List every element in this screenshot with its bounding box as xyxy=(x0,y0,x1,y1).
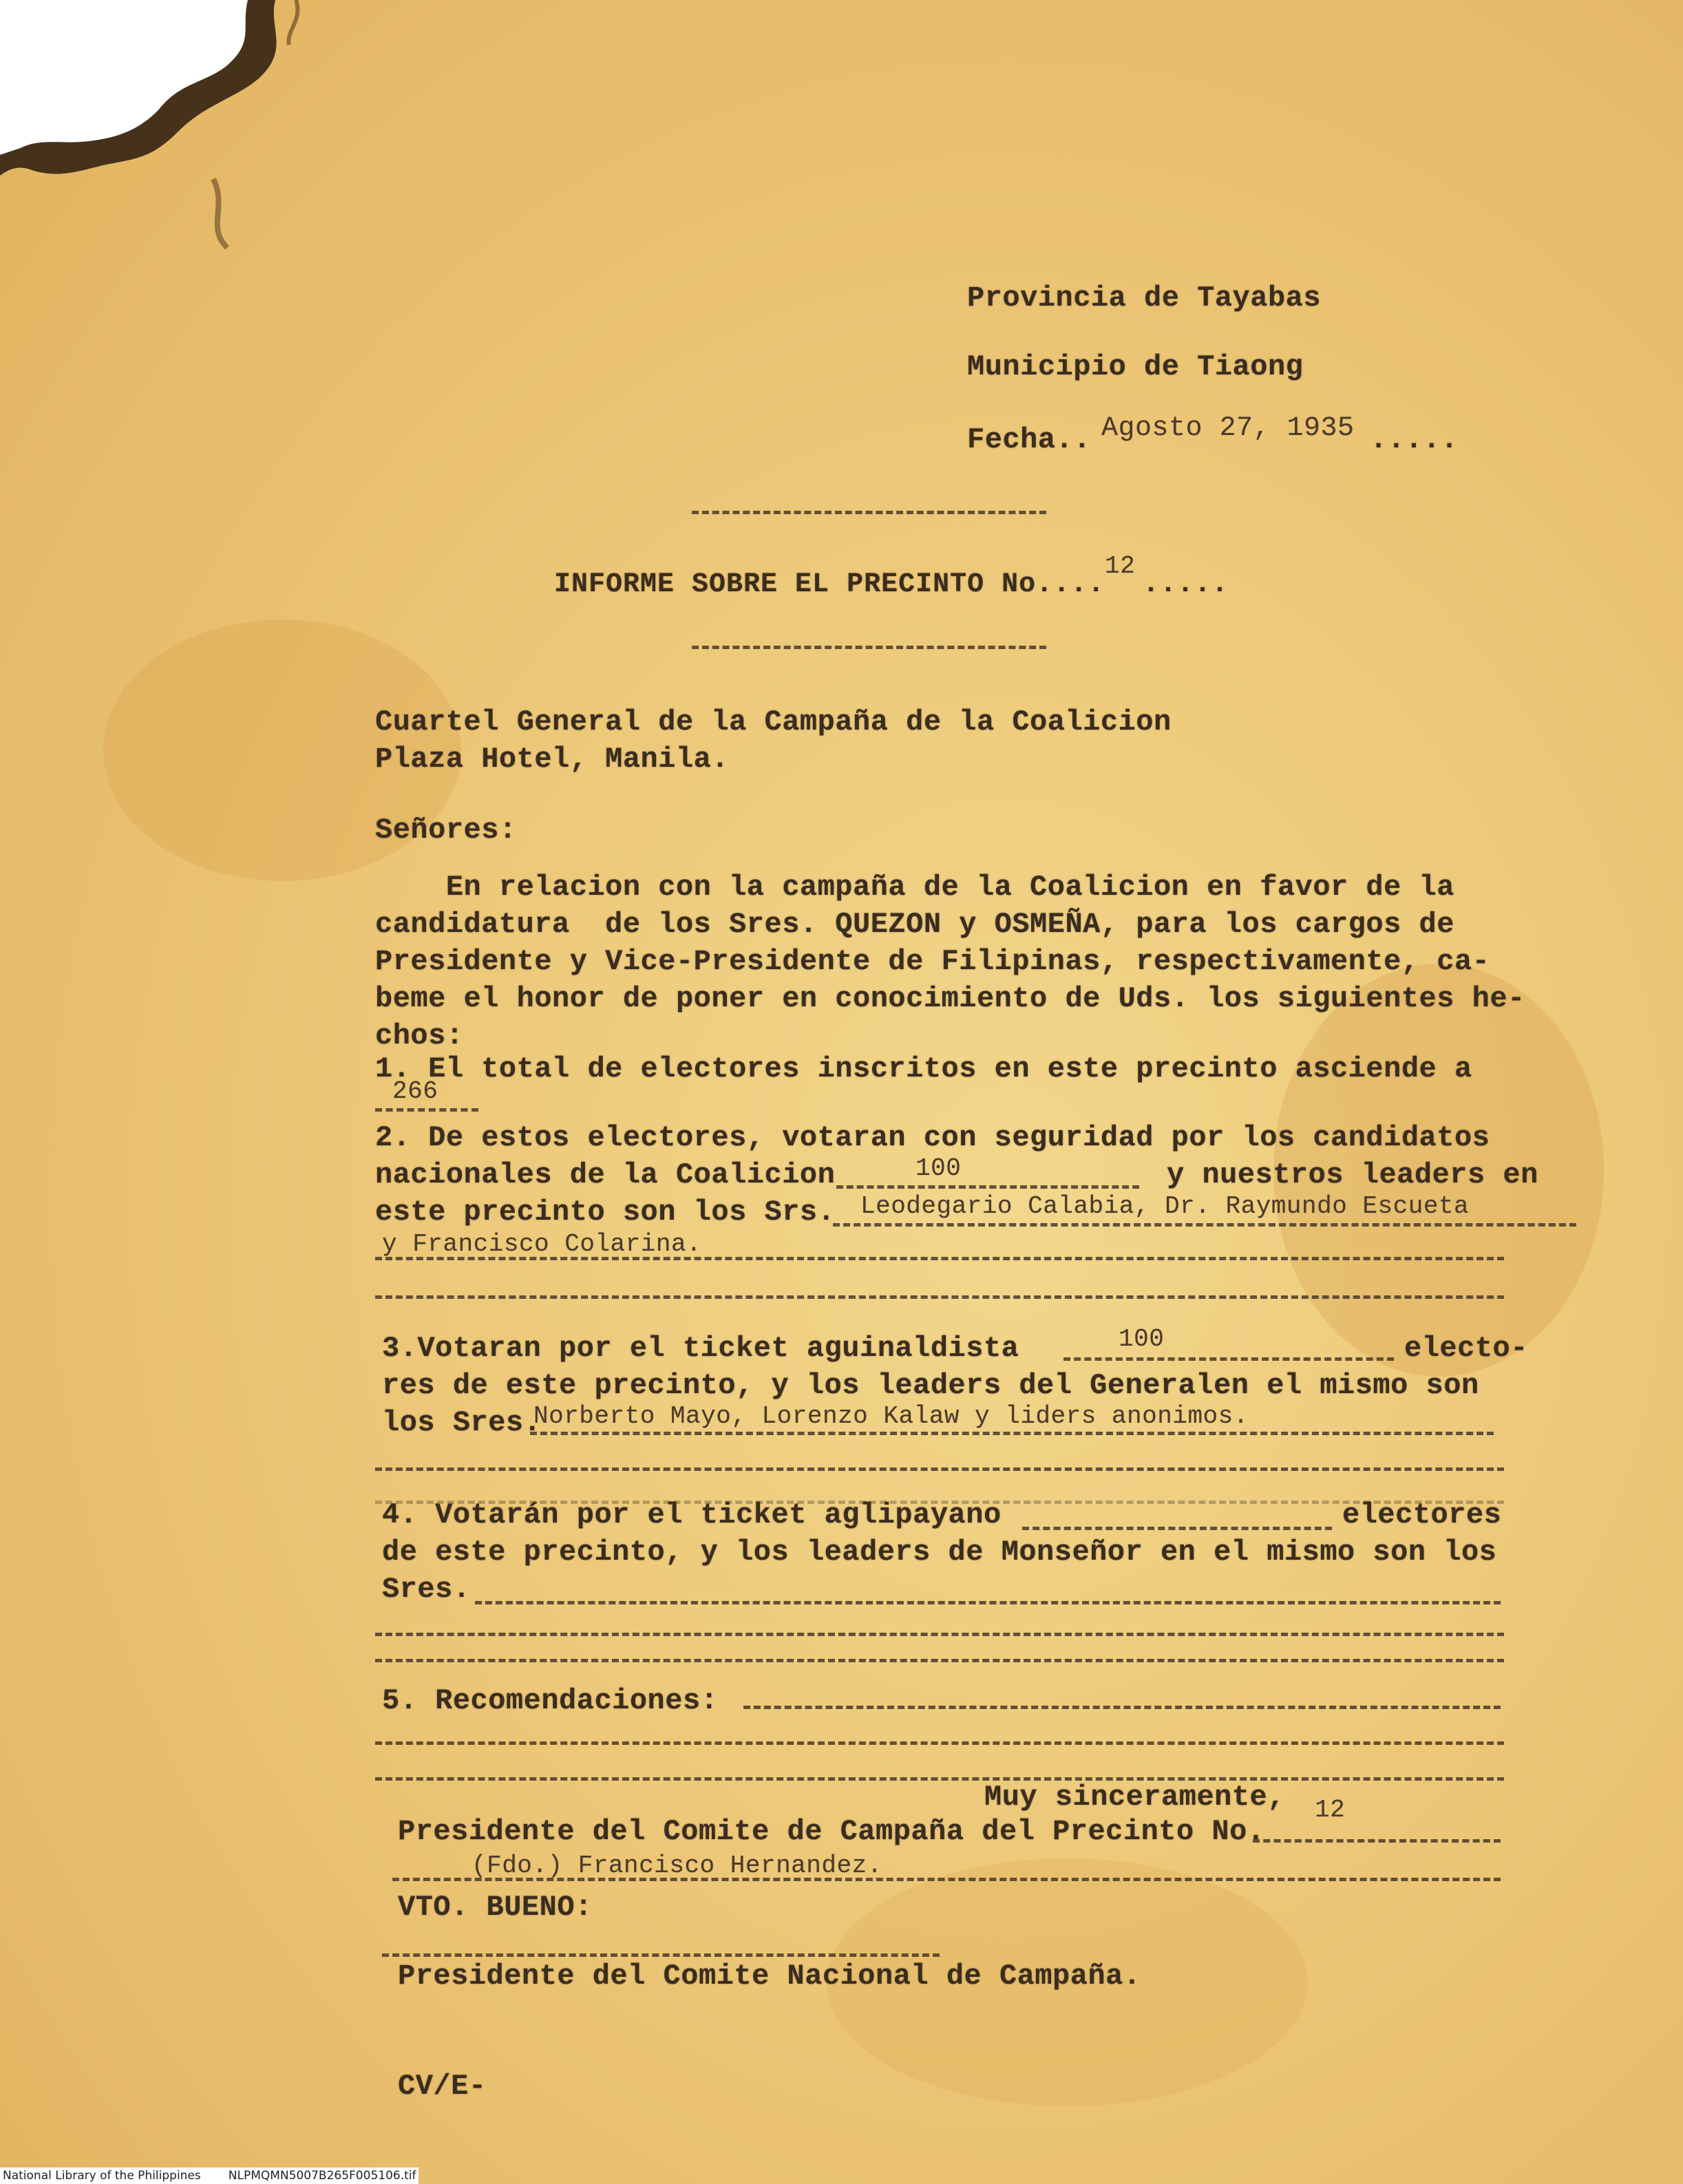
item-3-count-rule xyxy=(1063,1357,1394,1361)
date-label: Fecha.. xyxy=(967,423,1091,456)
item-5-rule-1 xyxy=(743,1706,1501,1709)
item-2-leaders-1: Leodegario Calabia, Dr. Raymundo Escueta xyxy=(860,1192,1470,1220)
item-1-rule xyxy=(375,1108,478,1112)
item-4-blank-rule-2 xyxy=(375,1659,1504,1662)
date-value: Agosto 27, 1935 xyxy=(1101,413,1355,444)
item-2-leaders-rule-2 xyxy=(375,1257,1504,1260)
item-3-line-1a: 3.Votaran por el ticket aguinaldista xyxy=(382,1332,1019,1365)
library-name: National Library of the Philippines xyxy=(3,2169,201,2183)
addressee-line-1: Cuartel General de la Campaña de la Coalicion xyxy=(375,706,1172,739)
item-3-line-3: los Sres. xyxy=(382,1406,542,1439)
item-2-line-2b: y nuestros leaders en xyxy=(1167,1158,1538,1191)
item-4-line-2: de este precinto, y los leaders de Monseñor en el mismo son los xyxy=(382,1536,1497,1569)
item-2-line-3: este precinto son los Srs. xyxy=(375,1196,836,1229)
title-rule-bottom xyxy=(692,646,1046,649)
item-4-count-rule xyxy=(1022,1527,1332,1530)
signature-line: (Fdo.) Francisco Hernandez. xyxy=(472,1852,882,1880)
item-3-leaders: Norberto Mayo, Lorenzo Kalaw y liders anonimos. xyxy=(533,1402,1249,1430)
salutation: Señores: xyxy=(375,814,517,847)
title-rule-top xyxy=(692,511,1046,514)
approval-rule xyxy=(382,1953,940,1957)
intro-line-1: En relacion con la campaña de la Coalicion en favor de la xyxy=(375,871,1454,904)
file-id: NLPMQMN5007B265F005106.tif xyxy=(228,2169,416,2183)
signatory-precinct-number: 12 xyxy=(1315,1796,1346,1824)
signatory-number-rule xyxy=(1253,1839,1501,1843)
item-4-line-3: Sres. xyxy=(382,1573,471,1606)
item-4-line-1a: 4. Votarán por el ticket aglipayano xyxy=(382,1498,1002,1531)
burned-corner-damage xyxy=(0,0,358,289)
signatory-title: Presidente del Comite de Campaña del Precinto No. xyxy=(398,1815,1265,1848)
item-2-line-2a: nacionales de la Coalicion xyxy=(375,1158,836,1191)
national-committee-title: Presidente del Comite Nacional de Campaña. xyxy=(398,1960,1141,1993)
item-3-leaders-rule xyxy=(530,1432,1494,1435)
intro-line-4: beme el honor de poner en conocimiento de Uds. los siguientes he- xyxy=(375,982,1525,1015)
archive-footer xyxy=(0,2167,419,2184)
item-4-line-1b: electores xyxy=(1342,1498,1502,1531)
intro-line-5: chos: xyxy=(375,1019,464,1052)
item-3-line-2: res de este precinto, y los leaders del Generalen el mismo son xyxy=(382,1369,1479,1402)
municipality-line: Municipio de Tiaong xyxy=(967,350,1304,383)
item-2-leaders-rule-1 xyxy=(833,1223,1576,1227)
item-4-blank-rule-1 xyxy=(375,1633,1504,1636)
title-trail: ..... xyxy=(1143,569,1229,600)
reference-initials: CV/E- xyxy=(398,2070,487,2103)
precinct-number: 12 xyxy=(1105,552,1136,580)
province-line: Provincia de Tayabas xyxy=(967,282,1322,315)
item-2-blank-rule xyxy=(375,1295,1504,1299)
item-3-aguinaldista-votes: 100 xyxy=(1119,1325,1165,1353)
item-1-registered-voters: 266 xyxy=(392,1077,438,1105)
report-title: INFORME SOBRE EL PRECINTO No.... xyxy=(554,569,1105,600)
addressee-line-2: Plaza Hotel, Manila. xyxy=(375,743,730,776)
item-5-rule-3 xyxy=(375,1777,1504,1781)
date-trail: ..... xyxy=(1370,423,1459,456)
item-4-leaders-rule xyxy=(475,1601,1501,1604)
intro-line-3: Presidente y Vice-Presidente de Filipinas, respectivamente, ca- xyxy=(375,945,1490,978)
item-2-line-1: 2. De estos electores, votaran con seguridad por los candidatos xyxy=(375,1121,1490,1154)
signature-rule xyxy=(392,1878,1501,1881)
item-5-label: 5. Recomendaciones: xyxy=(382,1684,719,1717)
valediction: Muy sinceramente, xyxy=(984,1781,1285,1814)
item-2-coalition-votes: 100 xyxy=(915,1154,962,1183)
intro-line-2: candidatura de los Sres. QUEZON y OSMEÑA, para los cargos de xyxy=(375,908,1454,941)
approval-label: VTO. BUENO: xyxy=(398,1891,593,1924)
item-2-leaders-2: y Francisco Colarina. xyxy=(382,1230,702,1258)
item-3-blank-rule-1 xyxy=(375,1467,1504,1471)
item-1-text: 1. El total de electores inscritos en este precinto asciende a xyxy=(375,1052,1472,1085)
item-3-line-1b: electo- xyxy=(1404,1332,1528,1365)
item-5-rule-2 xyxy=(375,1741,1504,1745)
item-2-count-rule xyxy=(836,1185,1139,1189)
